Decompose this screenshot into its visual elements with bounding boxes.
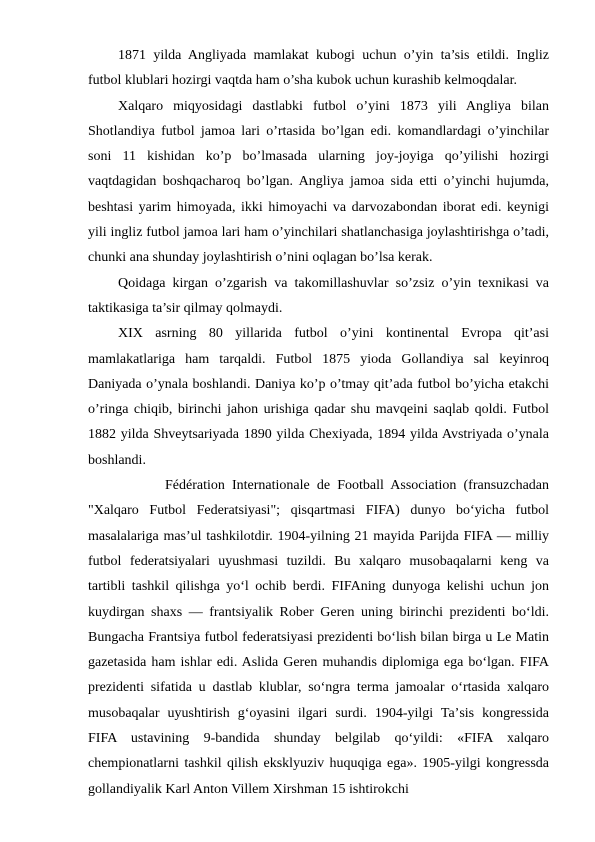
paragraph-continental-europe: XIX asrning 80 yillarida futbol o’yini kontinental Evropa qit’asi mamlakatlariga ham tarqaldi. Futbol 1875 yioda Gollandiya sal keyinroq Daniyada o’ynala boshlandi. Daniya ko’p o’tmay qit’ada futbol bo’yicha etakchi o’ringa chiqib, birinchi jahon urishiga qadar shu mavqeini saqlab qoldi. Futbol 1882 yilda Shveytsariyada 1890 yilda Chexiyada, 1894 yilda Avstriyada o’ynala boshlandi.: [88, 326, 549, 468]
paragraph-first-international-match: Xalqaro miqyosidagi dastlabki futbol o’yini 1873 yili Angliya bilan Shotlandiya futbol jamoa lari o’rtasida bo’lgan edi. komandlardagi o’yinchilar soni 11 kishidan ko’p bo’lmasada ularning joy-joyiga qo’yilishi hozirgi vaqtdagidan boshqacharoq bo’lgan. Angliya jamoa sida etti o’yinchi hujumda, beshtasi yarim himoyada, ikki himoyachi va darvozabondan iborat edi. keynigi yili ingliz futbol jamoa lari ham o’yinchilari shatlanchasiga joylashtirishga o’tadi, chunki ana shunday joylashtirish o’nini oqlagan bo’lsa kerak.: [88, 98, 549, 266]
paragraph-rule-changes: Qoidaga kirgan o’zgarish va takomillashuvlar so’zsiz o’yin texnikasi va taktikasiga ta’sir qilmay qolmaydi.: [88, 275, 549, 316]
document-page: [88, 43, 549, 802]
paragraph-england-cup-1871: 1871 yilda Angliyada mamlakat kubogi uchun o’yin ta’sis etildi. Ingliz futbol klublari hozirgi vaqtda ham o’sha kubok uchun kurashib kelmoqdalar.: [88, 48, 549, 89]
paragraph-fifa: Fédération Internationale de Football Association (fransuzchadan "Xalqaro Futbol Federatsiyasi"; qisqartmasi FIFA) dunyo boʻyicha futbol masalalariga masʼul tashkilotdir. 1904-yilning 21 mayida Parijda FIFA — milliy futbol federatsiyalari uyushmasi tuzildi. Bu xalqaro musobaqalarni keng va tartibli tashkil qilishga yoʻl ochib berdi. FIFAning dunyoga kelishi uchun jon kuydirgan shaxs — frantsiyalik Rober Geren uning birinchi prezidenti boʻldi. Bungacha Frantsiya futbol federatsiyasi prezidenti boʻlish bilan birga u Le Matin gazetasida ham ishlar edi. Aslida Geren muhandis diplomiga ega boʻlgan. FIFA prezidenti sifatida u dastlab klublar, soʻngra terma jamoalar oʻrtasida xalqaro musobaqalar uyushtirish gʻoyasini ilgari surdi. 1904-yilgi Taʼsis kongressida FIFA ustavining 9-bandida shunday belgilab qoʻyildi: «FIFA xalqaro chempionatlarni tashkil qilish eksklyuziv huquqiga ega». 1905-yilgi kongressda gollandiyalik Karl Anton Villem Xirshman 15 ishtirokchi: [88, 478, 549, 797]
